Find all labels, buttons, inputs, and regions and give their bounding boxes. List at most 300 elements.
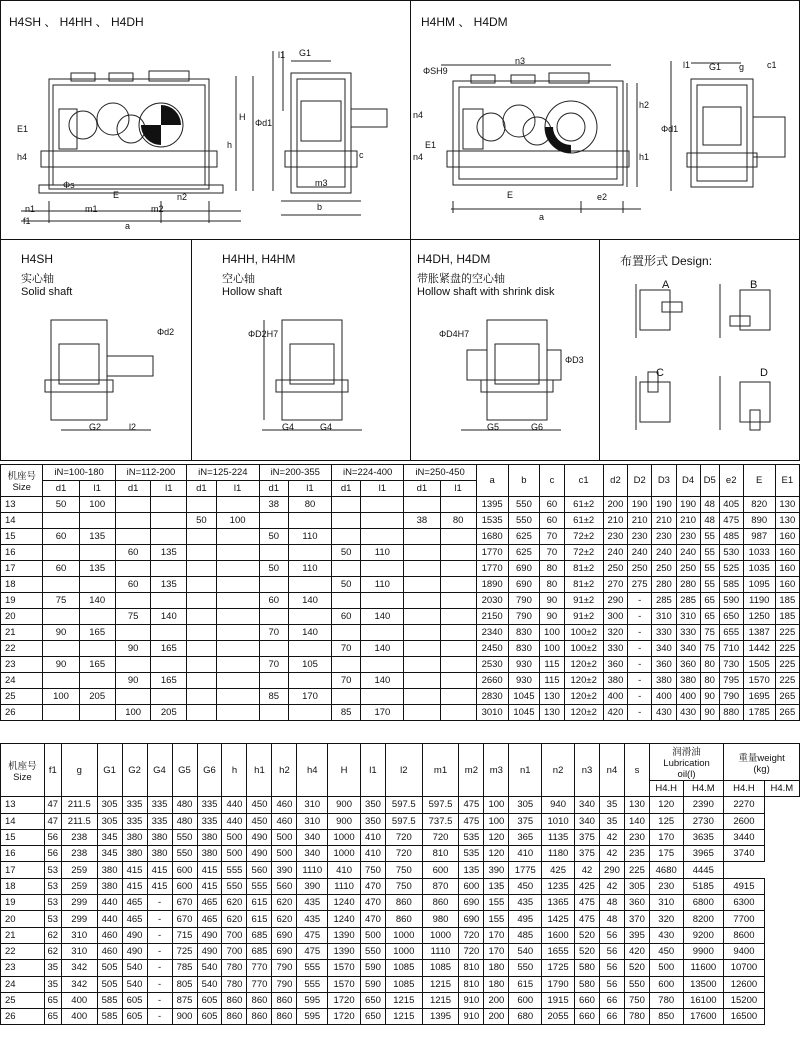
table-cell: 685 xyxy=(247,943,272,959)
table-cell: 380 xyxy=(603,673,627,689)
table-cell xyxy=(361,497,404,513)
table-cell: 535 xyxy=(459,829,484,845)
table-cell: 1770 xyxy=(476,545,508,561)
ratio-header: iN=112-200 xyxy=(115,465,186,481)
table-cell: 335 xyxy=(197,813,222,829)
size-cell: 16 xyxy=(1,846,45,862)
size-cell: 23 xyxy=(1,960,45,976)
table-cell: 140 xyxy=(361,673,404,689)
table-cell: 625 xyxy=(508,545,540,561)
table-cell: 342 xyxy=(61,960,97,976)
table-cell: 425 xyxy=(542,862,575,878)
table-cell xyxy=(43,641,79,657)
table-cell: 690 xyxy=(459,895,484,911)
table-cell: 555 xyxy=(222,862,247,878)
table-cell: 600 xyxy=(509,992,542,1008)
table-cell: 790 xyxy=(272,976,297,992)
table-row xyxy=(1,609,800,625)
table-cell: 210 xyxy=(652,513,676,529)
table-cell: 140 xyxy=(361,609,404,625)
table-cell: - xyxy=(628,641,652,657)
shaft-subtitle-cn: 空心轴 xyxy=(222,273,255,285)
table-cell: 550 xyxy=(509,960,542,976)
table-cell: 380 xyxy=(197,846,222,862)
table-cell xyxy=(151,529,187,545)
table-cell: 47 xyxy=(44,813,61,829)
table-row xyxy=(1,797,800,813)
sub-header: d1 xyxy=(331,481,360,497)
table-cell xyxy=(440,705,476,721)
table-cell: 780 xyxy=(649,992,683,1008)
table-cell: 305 xyxy=(624,878,649,894)
col-header: G5 xyxy=(172,744,197,797)
table-cell: 100 xyxy=(115,705,151,721)
shaft-title: H4DH, H4DM xyxy=(417,252,491,266)
table-cell: 340 xyxy=(297,829,328,845)
col-header: a xyxy=(476,465,508,497)
table-cell xyxy=(289,641,332,657)
table-cell xyxy=(331,561,360,577)
sub-header: l1 xyxy=(151,481,187,497)
table-cell: 1425 xyxy=(542,911,575,927)
table-cell: 285 xyxy=(676,593,700,609)
table-cell: 1085 xyxy=(385,960,422,976)
col-header: D5 xyxy=(700,465,719,497)
design-panel xyxy=(599,239,800,461)
table-cell xyxy=(216,593,259,609)
table-cell xyxy=(187,625,216,641)
dim-label: m1 xyxy=(85,204,98,214)
col-header: E xyxy=(743,465,775,497)
table-row xyxy=(1,689,800,705)
table-cell xyxy=(187,561,216,577)
table-cell: 685 xyxy=(247,927,272,943)
table-cell: 490 xyxy=(122,927,147,943)
table-cell: 90 xyxy=(540,609,564,625)
gearbox-front-drawing xyxy=(1,1,412,241)
table-cell: - xyxy=(147,992,172,1008)
table-cell: 130 xyxy=(540,689,564,705)
table-cell: 1240 xyxy=(328,895,361,911)
table-cell: 81±2 xyxy=(564,561,603,577)
dim-label: G6 xyxy=(531,422,544,432)
hollow-shaft-drawing xyxy=(192,240,412,462)
ratio-header: iN=125-224 xyxy=(187,465,259,481)
table-cell: 335 xyxy=(147,813,172,829)
size-cell: 19 xyxy=(1,895,45,911)
table-cell: 56 xyxy=(44,829,61,845)
table-cell: 1505 xyxy=(743,657,775,673)
table-cell: - xyxy=(628,593,652,609)
size-cell: 18 xyxy=(1,577,43,593)
table-cell: 1215 xyxy=(422,976,459,992)
table-cell xyxy=(151,593,187,609)
table-cell: 1790 xyxy=(542,976,575,992)
col-header: G4 xyxy=(147,744,172,797)
table-cell: 500 xyxy=(222,846,247,862)
table-cell: 12600 xyxy=(724,976,765,992)
table-cell: 50 xyxy=(43,497,79,513)
table-cell: 590 xyxy=(360,960,385,976)
table-cell: 930 xyxy=(508,673,540,689)
table-cell: 2660 xyxy=(476,673,508,689)
table-cell: 360 xyxy=(652,657,676,673)
table-cell xyxy=(404,625,440,641)
table-row xyxy=(1,846,800,862)
table-cell: 1085 xyxy=(385,976,422,992)
table-cell: 460 xyxy=(97,943,122,959)
table-cell: 2530 xyxy=(476,657,508,673)
table-cell xyxy=(259,513,288,529)
table-cell: 90 xyxy=(43,625,79,641)
table-cell: 650 xyxy=(360,992,385,1008)
table-cell xyxy=(216,689,259,705)
table-cell: 690 xyxy=(272,927,297,943)
table-cell: 940 xyxy=(542,797,575,813)
table-cell: 61±2 xyxy=(564,497,603,513)
dim-label: c xyxy=(359,150,364,160)
table-cell: 230 xyxy=(649,878,683,894)
col-header: G1 xyxy=(97,744,122,797)
shaft-panel-shrink xyxy=(410,239,600,461)
table-cell xyxy=(289,577,332,593)
table-cell: 75 xyxy=(700,641,719,657)
table-cell: 3440 xyxy=(724,829,765,845)
table-cell: 555 xyxy=(247,878,272,894)
table-cell: 50 xyxy=(331,577,360,593)
design-arrangements-drawing xyxy=(600,240,800,462)
table-cell: 430 xyxy=(652,705,676,721)
table-cell xyxy=(115,593,151,609)
table-cell: 475 xyxy=(297,927,328,943)
table-cell xyxy=(361,561,404,577)
table-cell: 810 xyxy=(459,960,484,976)
shaft-panel-solid xyxy=(0,239,192,461)
table-cell: 6300 xyxy=(724,895,765,911)
table-cell: 265 xyxy=(775,705,799,721)
table-cell: 310 xyxy=(297,813,328,829)
table-cell xyxy=(43,609,79,625)
table-cell xyxy=(440,689,476,705)
table-cell: 470 xyxy=(360,911,385,927)
table-cell: 490 xyxy=(247,829,272,845)
table-cell: 80 xyxy=(289,497,332,513)
size-cell: 17 xyxy=(1,862,45,878)
dim-label: h xyxy=(227,140,233,150)
table-cell xyxy=(115,561,151,577)
table-cell: 890 xyxy=(743,513,775,529)
table-cell: 1600 xyxy=(542,927,575,943)
table-cell: 310 xyxy=(652,609,676,625)
table-cell: 165 xyxy=(79,625,115,641)
table-cell: 120 xyxy=(484,846,509,862)
table-cell: 100±2 xyxy=(564,641,603,657)
table-cell: 70 xyxy=(540,529,564,545)
table-cell: 35 xyxy=(44,960,61,976)
table-cell: 110 xyxy=(289,561,332,577)
table-cell: 55 xyxy=(700,561,719,577)
table-cell: 790 xyxy=(508,609,540,625)
table-cell: 450 xyxy=(247,813,272,829)
table-cell: 930 xyxy=(508,657,540,673)
table-cell: 597.5 xyxy=(385,813,422,829)
table-cell: 230 xyxy=(624,829,649,845)
size-cell: 26 xyxy=(1,1009,45,1025)
table-cell: 160 xyxy=(775,529,799,545)
table-cell: 420 xyxy=(603,705,627,721)
table-cell: 440 xyxy=(222,813,247,829)
table-cell: 810 xyxy=(422,846,459,862)
table-cell: 465 xyxy=(197,911,222,927)
table-cell: 190 xyxy=(676,497,700,513)
table-cell: 795 xyxy=(719,673,743,689)
table-row xyxy=(1,545,800,561)
dim-label: Φd2 xyxy=(157,327,175,337)
table-cell: - xyxy=(147,895,172,911)
dimension-table-1 xyxy=(0,464,800,721)
table-cell: 85 xyxy=(331,705,360,721)
table-cell xyxy=(361,593,404,609)
table-cell xyxy=(440,497,476,513)
table-cell: 115 xyxy=(540,657,564,673)
table-cell xyxy=(404,609,440,625)
table-cell xyxy=(216,609,259,625)
table-cell: 595 xyxy=(297,992,328,1008)
col-header: l1 xyxy=(360,744,385,797)
table-cell: 1535 xyxy=(476,513,508,529)
table-cell: 60 xyxy=(259,593,288,609)
table-cell xyxy=(151,561,187,577)
col-header: n2 xyxy=(542,744,575,797)
table-cell xyxy=(151,513,187,529)
table-cell: 720 xyxy=(459,943,484,959)
col-header: g xyxy=(61,744,97,797)
table-cell: 250 xyxy=(652,561,676,577)
table-cell: 860 xyxy=(247,1009,272,1025)
ratio-header: iN=224-400 xyxy=(331,465,403,481)
table-cell: 435 xyxy=(297,911,328,927)
table-cell: 299 xyxy=(61,895,97,911)
table-cell xyxy=(331,689,360,705)
col-header: D3 xyxy=(652,465,676,497)
table-cell: 370 xyxy=(624,911,649,927)
table-cell: 9400 xyxy=(724,943,765,959)
table-cell: 490 xyxy=(197,943,222,959)
sub-header: l1 xyxy=(216,481,259,497)
table-cell: 342 xyxy=(61,976,97,992)
table-cell xyxy=(440,561,476,577)
shaft-panel-hollow xyxy=(191,239,411,461)
table-cell xyxy=(115,689,151,705)
table-cell: 16500 xyxy=(724,1009,765,1025)
table-cell xyxy=(216,657,259,673)
table-cell: 345 xyxy=(97,846,122,862)
table-row xyxy=(1,497,800,513)
table-cell: 130 xyxy=(540,705,564,721)
table-cell: 435 xyxy=(509,895,542,911)
table-cell: 1215 xyxy=(385,992,422,1008)
table-cell xyxy=(151,625,187,641)
design-letter-b: B xyxy=(750,279,758,291)
table-cell: - xyxy=(628,657,652,673)
table-cell: 480 xyxy=(172,813,197,829)
table-row xyxy=(1,943,800,959)
dim-label: ΦD4H7 xyxy=(439,329,470,339)
col-header: h1 xyxy=(247,744,272,797)
table-cell: 290 xyxy=(599,862,624,878)
dim-label: Φs xyxy=(63,180,75,190)
table-cell xyxy=(361,625,404,641)
table-cell xyxy=(259,673,288,689)
table-cell: 380 xyxy=(97,878,122,894)
table-cell xyxy=(187,593,216,609)
table-cell: 200 xyxy=(603,497,627,513)
table-cell: 335 xyxy=(122,797,147,813)
table-cell: 165 xyxy=(79,657,115,673)
table-cell: 400 xyxy=(652,689,676,705)
table-cell: 500 xyxy=(222,829,247,845)
table-cell: 910 xyxy=(459,992,484,1008)
table-cell: 690 xyxy=(459,911,484,927)
table-cell: 120 xyxy=(649,797,683,813)
table-cell xyxy=(259,641,288,657)
table-cell xyxy=(289,673,332,689)
table-cell: 60 xyxy=(115,545,151,561)
shaft-title: H4SH xyxy=(21,252,54,266)
table-cell xyxy=(289,705,332,721)
table-cell xyxy=(115,497,151,513)
table-cell xyxy=(115,513,151,529)
table-cell xyxy=(404,641,440,657)
size-cell: 20 xyxy=(1,911,45,927)
size-cell: 18 xyxy=(1,878,45,894)
table-cell: 7700 xyxy=(724,911,765,927)
table-cell: 100±2 xyxy=(564,625,603,641)
table-cell: 380 xyxy=(676,673,700,689)
dim-label: c1 xyxy=(767,60,777,70)
table-cell xyxy=(440,609,476,625)
table-cell xyxy=(440,529,476,545)
table-cell: 170 xyxy=(649,829,683,845)
table-cell: 450 xyxy=(509,878,542,894)
table-cell: 505 xyxy=(97,976,122,992)
table-cell: 50 xyxy=(331,545,360,561)
table-cell: 75 xyxy=(700,625,719,641)
table-cell: 48 xyxy=(599,895,624,911)
table-cell: 1035 xyxy=(743,561,775,577)
table-cell: 590 xyxy=(360,976,385,992)
table-cell: 405 xyxy=(719,497,743,513)
table-cell: 115 xyxy=(540,673,564,689)
dim-label: e2 xyxy=(597,192,608,202)
col-header: D2 xyxy=(628,465,652,497)
table-cell: 56 xyxy=(599,976,624,992)
table-cell: 230 xyxy=(603,529,627,545)
table-cell: 320 xyxy=(603,625,627,641)
col-header: h xyxy=(222,744,247,797)
table-cell: 615 xyxy=(509,976,542,992)
table-cell: 66 xyxy=(599,992,624,1008)
table-cell: 600 xyxy=(459,878,484,894)
table-row xyxy=(1,992,800,1008)
size-cell: 25 xyxy=(1,689,43,705)
table-cell: 180 xyxy=(484,976,509,992)
table-cell: 110 xyxy=(361,577,404,593)
table-cell: 48 xyxy=(700,497,719,513)
table-cell: 8600 xyxy=(724,927,765,943)
table-cell: 42 xyxy=(574,862,599,878)
table-cell: 870 xyxy=(422,878,459,894)
table-cell: 335 xyxy=(122,813,147,829)
table-cell: 56 xyxy=(44,846,61,862)
table-cell: 860 xyxy=(385,911,422,927)
table-cell: 2450 xyxy=(476,641,508,657)
size-cell: 24 xyxy=(1,976,45,992)
sub-header: l1 xyxy=(79,481,115,497)
table-cell: 415 xyxy=(147,878,172,894)
table-cell: 605 xyxy=(197,1009,222,1025)
table-cell: 615 xyxy=(247,911,272,927)
shaft-subtitle-cn: 实心轴 xyxy=(21,273,54,285)
table-cell: 415 xyxy=(147,862,172,878)
design-letter-c: C xyxy=(656,367,664,379)
table-cell: 55 xyxy=(700,545,719,561)
table-cell: 1250 xyxy=(743,609,775,625)
table-cell: 240 xyxy=(676,545,700,561)
table-cell xyxy=(440,641,476,657)
table-cell: 70 xyxy=(331,641,360,657)
table-cell: 238 xyxy=(61,846,97,862)
table-cell: 690 xyxy=(508,561,540,577)
table-row xyxy=(1,593,800,609)
shaft-subtitle-cn: 带胀紧盘的空心轴 xyxy=(417,273,505,285)
table-cell: 60 xyxy=(43,529,79,545)
table-cell xyxy=(404,497,440,513)
dim-label: G1 xyxy=(299,48,312,58)
table-cell xyxy=(216,497,259,513)
sub-header: H4.H xyxy=(649,781,683,797)
table-cell: 485 xyxy=(509,927,542,943)
table-cell: 2150 xyxy=(476,609,508,625)
table-cell: 42 xyxy=(599,829,624,845)
table-cell: 750 xyxy=(385,878,422,894)
table-cell: 470 xyxy=(360,895,385,911)
table-cell: 605 xyxy=(197,992,222,1008)
table-cell: 900 xyxy=(172,1009,197,1025)
table-cell: 35 xyxy=(599,813,624,829)
table-cell: 140 xyxy=(624,813,649,829)
table-cell: 400 xyxy=(603,689,627,705)
table-cell: 4915 xyxy=(724,878,765,894)
table-cell: 440 xyxy=(97,895,122,911)
table-row xyxy=(1,878,800,894)
table-cell: 790 xyxy=(272,960,297,976)
table-cell: 155 xyxy=(484,895,509,911)
table-cell: 1725 xyxy=(542,960,575,976)
table-cell xyxy=(216,673,259,689)
table-cell: 660 xyxy=(574,1009,599,1025)
dim-label: n4 xyxy=(413,152,424,162)
table-cell: 770 xyxy=(247,976,272,992)
table-cell: 710 xyxy=(719,641,743,657)
table-cell: 100 xyxy=(484,797,509,813)
col-header: h4 xyxy=(297,744,328,797)
table-cell: 1110 xyxy=(422,943,459,959)
table-row xyxy=(1,895,800,911)
table-cell: 1110 xyxy=(328,878,361,894)
table-cell: 300 xyxy=(603,609,627,625)
table-cell: 66 xyxy=(599,1009,624,1025)
